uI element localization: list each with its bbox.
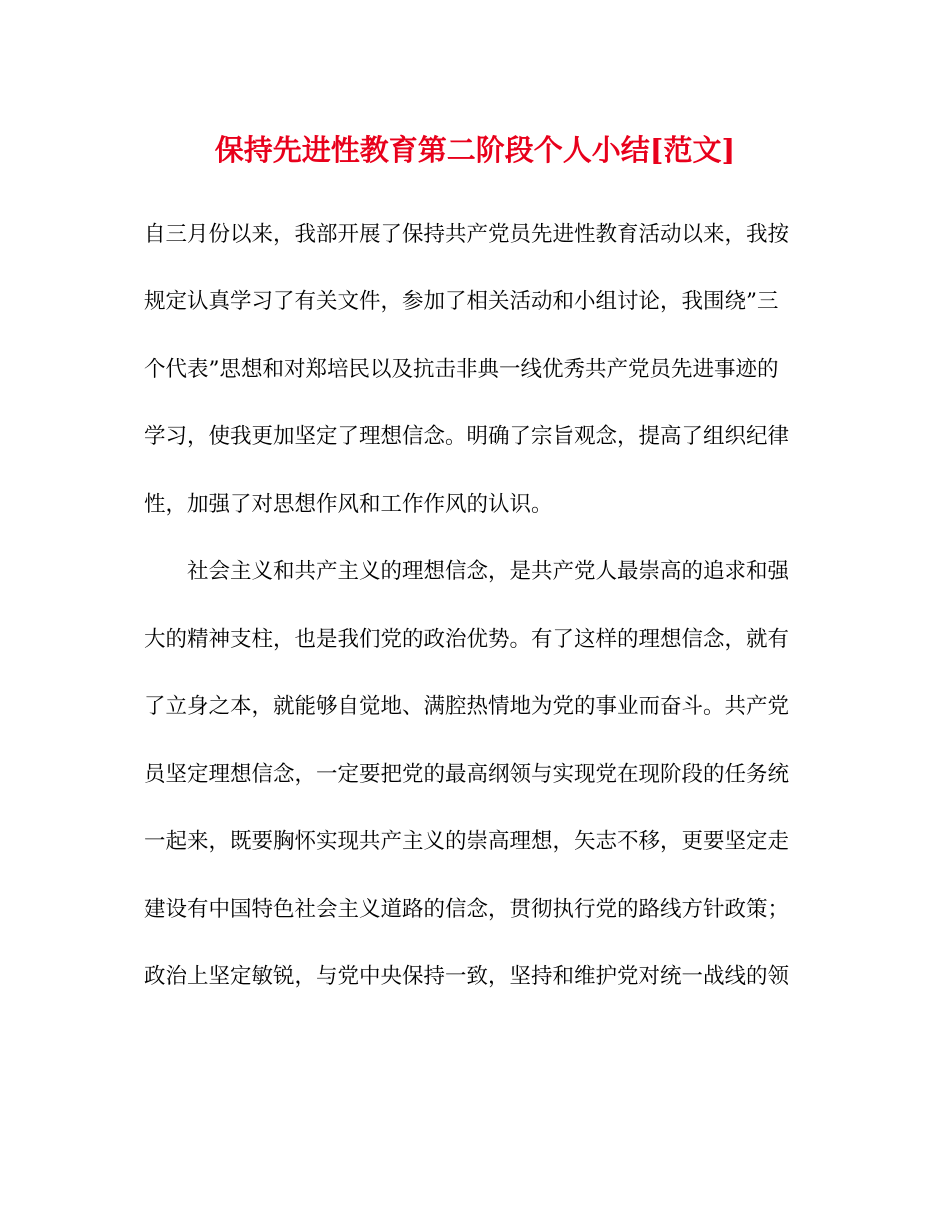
paragraph-line: 自三月份以来，我部开展了保持共产党员先进性教育活动以来，我按 <box>144 222 790 247</box>
paragraph-line: 建设有中国特色社会主义道路的信念，贯彻执行党的路线方针政策； <box>144 897 790 922</box>
paragraph-line: 学习，使我更加坚定了理想信念。明确了宗旨观念，提高了组织纪律 <box>144 424 790 449</box>
paragraph-line: 社会主义和共产主义的理想信念，是共产党人最崇高的追求和强 <box>187 559 790 584</box>
paragraph-line: 性，加强了对思想作风和工作作风的认识。 <box>144 492 553 517</box>
document-title: 保持先进性教育第二阶段个人小结[范文] <box>214 133 736 167</box>
paragraph-line: 一起来，既要胸怀实现共产主义的崇高理想，矢志不移，更要坚定走 <box>144 829 790 854</box>
paragraph-line: 员坚定理想信念，一定要把党的最高纲领与实现党在现阶段的任务统 <box>144 762 790 787</box>
paragraph-line: 大的精神支柱，也是我们党的政治优势。有了这样的理想信念，就有 <box>144 627 790 652</box>
paragraph-line: 政治上坚定敏锐，与党中央保持一致，坚持和维护党对统一战线的领 <box>144 964 790 989</box>
paragraph-line: 了立身之本，就能够自觉地、满腔热情地为党的事业而奋斗。共产党 <box>144 694 790 719</box>
paragraph-line: 规定认真学习了有关文件，参加了相关活动和小组讨论，我围绕”三 <box>144 289 779 314</box>
paragraph-line: 个代表”思想和对郑培民以及抗击非典一线优秀共产党员先进事迹的 <box>144 357 779 382</box>
